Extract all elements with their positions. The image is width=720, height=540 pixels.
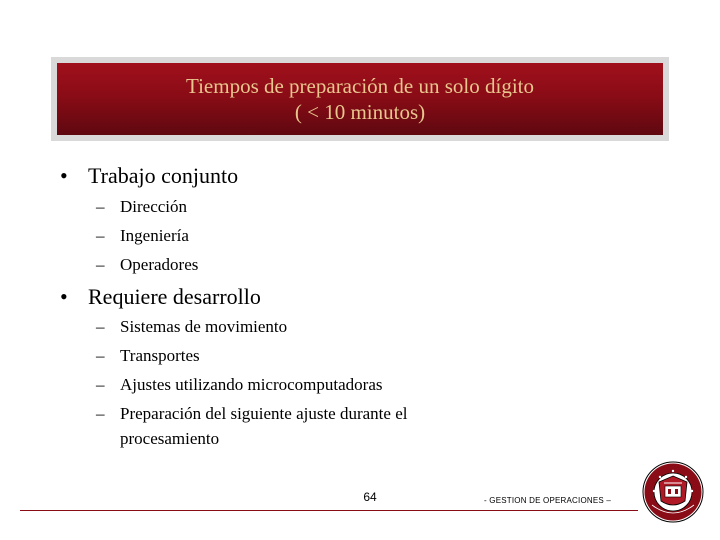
dash-icon: – [96,404,105,423]
slide-title-line-1: Tiempos de preparación de un solo dígito [185,74,534,98]
bullet-label: Trabajo conjunto [88,163,239,188]
list-item-label: Dirección [120,197,188,216]
list-item [96,345,200,367]
footer-divider [20,510,638,511]
footer-text: - GESTION DE OPERACIONES – [484,496,612,505]
list-item [96,254,198,276]
list-item [96,374,383,396]
dash-icon: – [96,375,105,394]
university-seal-icon [642,461,704,523]
list-item-label: Operadores [120,255,199,274]
dash-icon: – [96,346,105,365]
dash-icon: – [96,317,105,336]
bullet-dot-icon: • [60,284,68,309]
dash-icon: – [96,197,105,216]
bullet-dot-icon: • [60,163,68,188]
bullet-trabajo-conjunto [60,163,238,189]
list-item-label: Ingeniería [120,226,189,245]
list-item [96,403,407,425]
slide-title-line-2: ( < 10 minutos) [294,100,426,124]
list-item-continuation: procesamiento [120,429,220,448]
list-item-label: Sistemas de movimiento [120,317,288,336]
list-item [96,196,187,218]
page-number: 64 [363,490,377,504]
list-item-label: Preparación del siguiente ajuste durante el [120,404,408,423]
dash-icon: – [96,255,105,274]
list-item-label: Ajustes utilizando microcomputadoras [120,375,383,394]
list-item-label: Transportes [120,346,200,365]
bullet-requiere-desarrollo [60,284,261,310]
list-item [96,316,287,338]
bullet-label: Requiere desarrollo [88,284,261,309]
dash-icon: – [96,226,105,245]
list-item [96,225,189,247]
